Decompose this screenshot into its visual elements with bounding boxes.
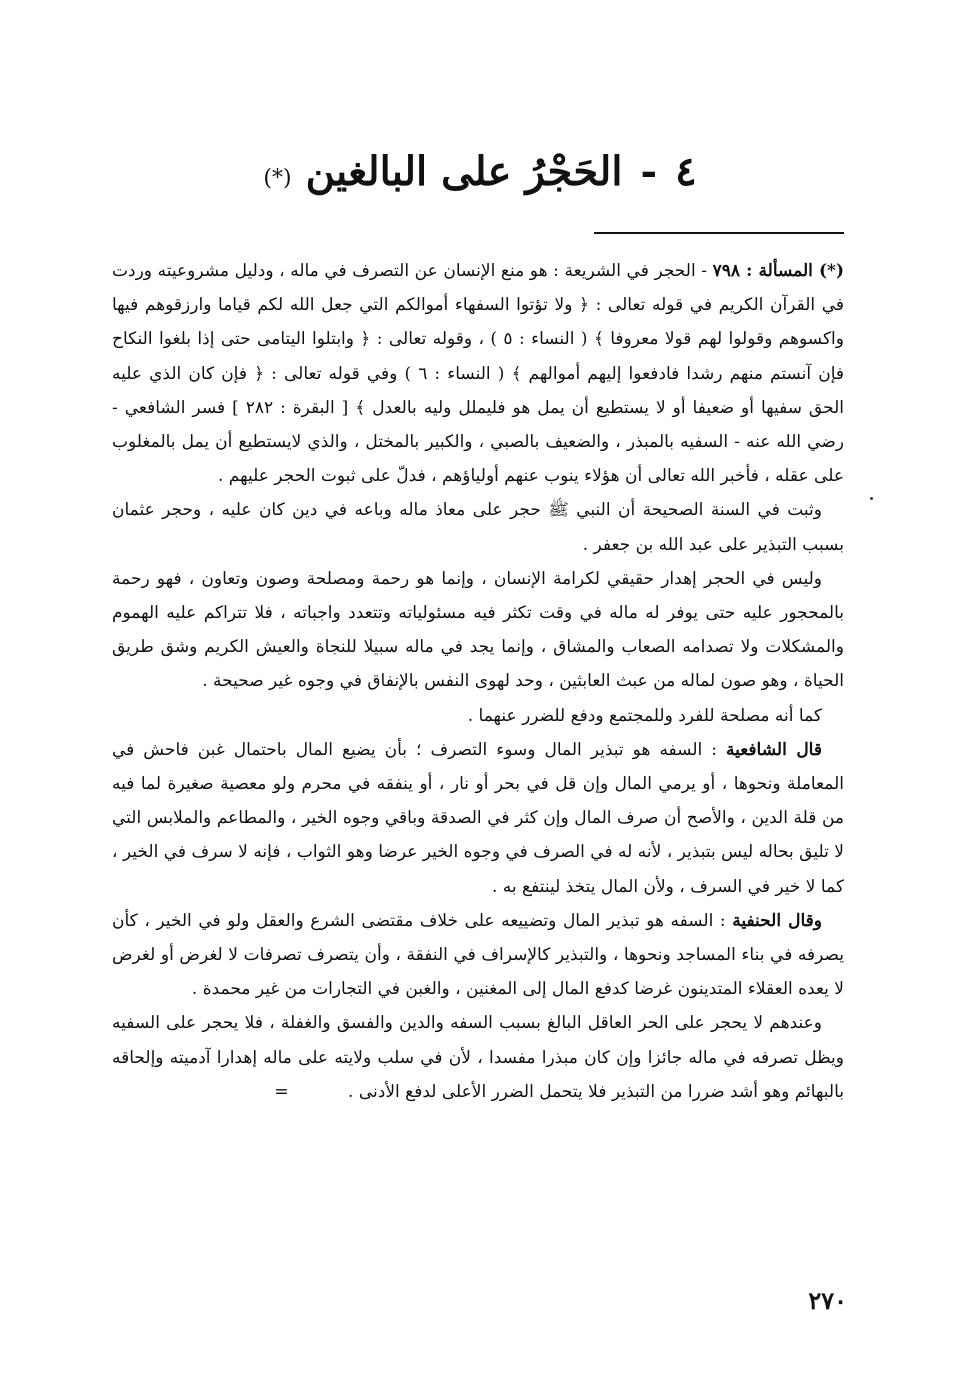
footnote-body	[112, 254, 844, 1109]
paragraph-sunnah: وثبت في السنة الصحيحة أن النبي ﷺ حجر على معاذ ماله وباعه في دين كان عليه ، وحجر عثمان بسبب التبذير على عبد الله بن جعفر .	[112, 500, 844, 555]
footnote-mark: (*)	[263, 166, 292, 191]
paragraph-shafiiya	[112, 733, 844, 904]
footnote-separator-rule	[594, 232, 844, 234]
paragraph-text: : السفه هو تبذير المال وسوء التصرف ؛ بأن يضيع المال باحتمال غبن فاحش في المعاملة ونحوها ، أو يرمي المال وإن قل في بحر أو نار ، أو ينفقه في محرم ولو معصية صغيرة لما فيه من قلة الدين ، والأصح أن صرف المال وإن كثر في الصدقة وباقي وجوه الخير ، والمطاعم والملابس التي لا تليق بحاله ليس بتبذير ، لأنه له في الصرف في وجوه الخير عرضا وهو الثواب ، فإنه لا سرف في الخير ، كما لا خير في السرف ، ولأن المال يتخذ لينتفع به .	[112, 739, 844, 897]
continuation-mark: =	[274, 1081, 289, 1102]
scan-speck	[870, 497, 873, 500]
title-dash: -	[640, 148, 658, 195]
chapter-number: ٤	[675, 148, 697, 195]
chapter-title-text: الحَجْرُ على البالغين	[305, 148, 623, 195]
page-number: ٢٧٠	[808, 1286, 847, 1315]
paragraph-text: وعندهم لا يحجر على الحر العاقل البالغ بسبب السفه والدين والفسق والغفلة ، فلا يحجر على السفيه ويظل تصرفه في ماله جائزا وإن كان مبذرا مفسدا ، لأن في سلب ولايته على ماله إهدارا آدميته وإلحاقه بالبهائم وهو أشد ضررا من التبذير فلا يتحمل الضرر الأعلى لدفع الأدنى .	[112, 1013, 844, 1102]
issue-label: (*) المسألة : ٧٩٨	[712, 261, 844, 281]
paragraph-text: - الحجر في الشريعة : هو منع الإنسان عن التصرف في ماله ، ودليل مشروعيته وردت في القرآن الكريم في قوله تعالى : ﴿ ولا تؤتوا السفهاء أموالكم التي جعل الله لكم قياما وارزقوهم فيها واكسوهم وقولوا لهم قولا معروفا ﴾ ( النساء : ٥ ) ، وقوله تعالى : ﴿ وابتلوا اليتامى حتى إذا بلغوا النكاح فإن آنستم منهم رشدا فادفعوا إليهم أموالهم ﴾ ( النساء : ٦ ) وفي قوله تعالى : ﴿ فإن كان الذي عليه الحق سفيها أو ضعيفا أو لا يستطيع أن يمل هو فليملل وليه بالعدل ﴾ [ البقرة : ٢٨٢ ] فسر الشافعي - رضي الله عنه - السفيه بالمبذر ، والضعيف بالصبي ، والكبير بالمختل ، والذي لايستطيع أن يمل بالمغلوب على عقله ، فأخبر الله تعالى أن هؤلاء ينوب عنهم أولياؤهم ، فدلّ على ثبوت الحجر عليهم .	[112, 261, 845, 487]
paragraph-definition	[112, 254, 844, 493]
paragraph-hanafiya	[112, 904, 844, 1007]
paragraph-benefit: كما أنه مصلحة للفرد وللمجتمع ودفع للضرر عنهما .	[467, 705, 822, 726]
paragraph-text: : السفه هو تبذير المال وتضييعه على خلاف مقتضى الشرع والعقل ولو في الخير ، كأن يصرفه في بناء المساجد ونحوها ، والتبذير كالإسراف في النفقة ، وأن يتصرف تصرفات لا لغرض أو لغرض لا يعده العقلاء المتدينون غرضا كدفع المال إلى المغنين ، والغبن في التجارات من غير محمدة .	[112, 910, 844, 1000]
paragraph-hanafiya-ruling	[112, 1006, 844, 1109]
paragraph-mercy: وليس في الحجر إهدار حقيقي لكرامة الإنسان ، وإنما هو رحمة ومصلحة وصون وتعاون ، فهو رحمة بالمحجور عليه حتى يوفر له ماله في وقت تكثر فيه مسئولياته وتتعدد واجباته ، فلا تتراكم عليه الهموم والمشكلات ولا تصدامه الصعاب والمشاق ، وإنما يجد في ماله سبيلا للنجاة والعيش الكريم وشق طريق الحياة ، وهو صون لماله من عبث العابثين ، وحد لهوى النفس بالإنفاق في وجوه غير صحيحة .	[112, 568, 844, 692]
school-label-shafiiya: قال الشافعية	[725, 739, 822, 760]
chapter-title	[200, 148, 760, 195]
school-label-hanafiya: وقال الحنفية	[732, 910, 823, 931]
